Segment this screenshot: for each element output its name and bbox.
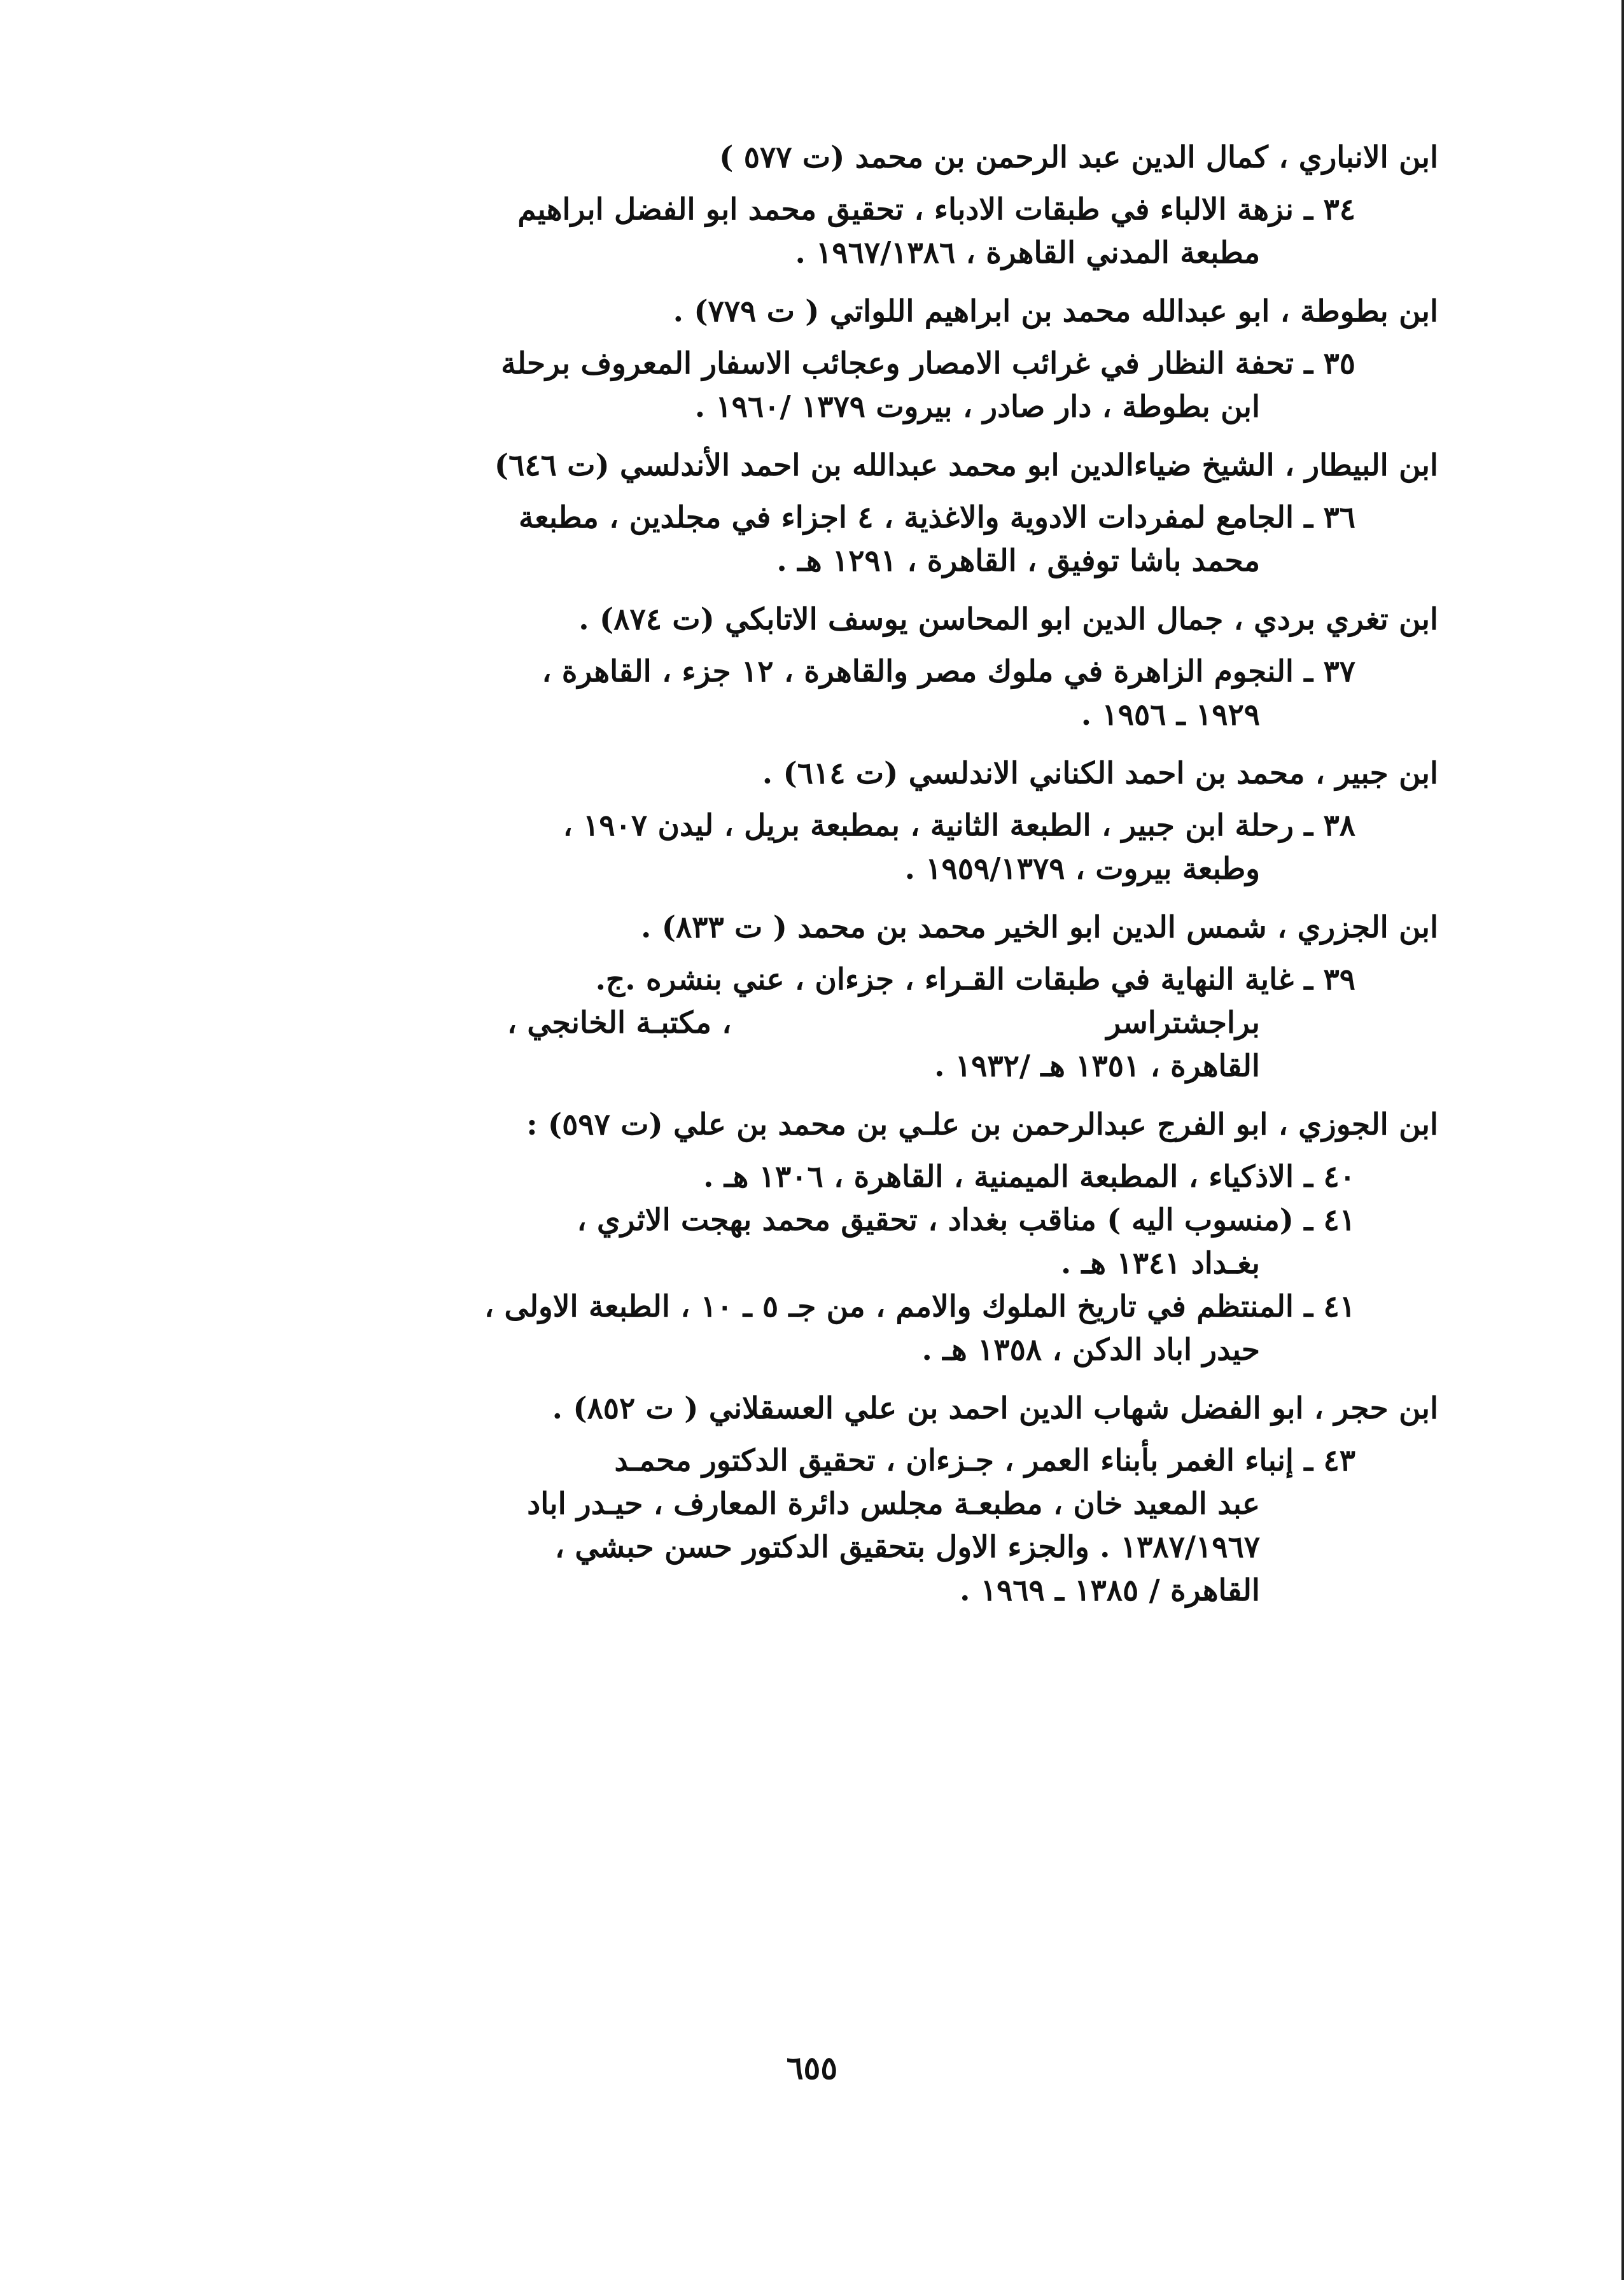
book-line: وطبعة بيروت ، ١٩٥٩/١٣٧٩ . — [904, 851, 1260, 886]
author-heading: ابن تغري بردي ، جمال الدين ابو المحاسن يوسف الاتابكي (ت ٨٧٤) . — [578, 602, 1438, 637]
book-entry — [267, 188, 1438, 275]
book-line: القاهرة / ١٣٨٥ ـ ١٩٦٩ . — [960, 1573, 1260, 1608]
book-line: ٤١ ـ المنتظم في تاريخ الملوك والامم ، من جـ ٥ ـ ١٠ ، الطبعة الاولى ، — [484, 1289, 1355, 1324]
book-line: القاهرة ، ١٣٥١ هـ /١٩٣٢ . — [934, 1049, 1260, 1084]
book-line: ٣٧ ـ النجوم الزاهرة في ملوك مصر والقاهرة ، ١٢ جزء ، القاهرة ، — [542, 654, 1355, 689]
author-entry — [267, 1387, 1438, 1612]
author-heading: ابن بطوطة ، ابو عبدالله محمد بن ابراهيم اللواتي ( ت ٧٧٩) . — [673, 294, 1438, 329]
book-entry — [267, 1285, 1438, 1372]
book-entry — [267, 496, 1438, 583]
book-entry — [267, 1439, 1438, 1612]
author-entry — [267, 444, 1438, 583]
book-line: ابن بطوطة ، دار صادر ، بيروت ١٣٧٩ /١٩٦٠ . — [694, 389, 1260, 424]
book-line: محمد باشا توفيق ، القاهرة ، ١٢٩١ هـ . — [776, 543, 1260, 578]
book-line: حيدر اباد الدكن ، ١٣٥٨ هـ . — [921, 1332, 1260, 1367]
bibliography-list — [267, 121, 1438, 1612]
book-line: براجشتراسر ، مكتبـة الخانجي ، — [507, 1005, 1260, 1040]
book-line: ٤٣ ـ إنباء الغمر بأبناء العمر ، جـزءان ، تحقيق الدكتور محمـد — [614, 1443, 1355, 1478]
book-line: ٣٨ ـ رحلة ابن جبير ، الطبعة الثانية ، بمطبعة بريل ، ليدن ١٩٠٧ ، — [563, 808, 1355, 843]
book-line: ٣٩ ـ غاية النهاية في طبقات القـراء ، جزءان ، عني بنشره .ج. — [595, 962, 1355, 997]
book-line: عبد المعيد خان ، مطبعـة مجلس دائرة المعارف ، حيـدر اباد — [527, 1486, 1260, 1521]
book-entry — [267, 1156, 1438, 1199]
author-heading: ابن جبير ، محمد بن احمد الكناني الاندلسي (ت ٦١٤) . — [762, 756, 1438, 791]
book-line: ٣٥ ـ تحفة النظار في غرائب الامصار وعجائب الاسفار المعروف برحلة — [501, 346, 1355, 381]
author-heading: ابن الجوزي ، ابو الفرج عبدالرحمن بن علـي بن محمد بن علي (ت ٥٩٧) : — [526, 1107, 1438, 1142]
book-entry — [267, 342, 1438, 429]
author-entry — [267, 1103, 1438, 1372]
book-line: بغـداد ١٣٤١ هـ . — [1060, 1246, 1260, 1281]
book-line: مطبعة المدني القاهرة ، ١٩٦٧/١٣٨٦ . — [795, 235, 1260, 270]
author-entry — [267, 598, 1438, 737]
page-number: ٦٥٥ — [786, 2049, 838, 2087]
book-line: ٤١ ـ (منسوب اليه ) مناقب بغداد ، تحقيق محمد بهجت الاثري ، — [577, 1203, 1355, 1238]
author-entry — [267, 906, 1438, 1088]
author-heading: ابن حجر ، ابو الفضل شهاب الدين احمد بن علي العسقلاني ( ت ٨٥٢) . — [552, 1391, 1438, 1426]
author-entry — [267, 752, 1438, 891]
author-entry — [267, 136, 1438, 275]
book-line: ١٣٨٧/١٩٦٧ . والجزء الاول بتحقيق الدكتور حسن حبشي ، — [554, 1530, 1260, 1565]
book-entry — [267, 804, 1438, 891]
book-line: ٣٦ ـ الجامع لمفردات الادوية والاغذية ، ٤ اجزاء في مجلدين ، مطبعة — [519, 500, 1355, 535]
author-entry — [267, 290, 1438, 429]
book-line: ٤٠ ـ الاذكياء ، المطبعة الميمنية ، القاهرة ، ١٣٠٦ هـ . — [703, 1159, 1355, 1194]
book-entry — [267, 1199, 1438, 1285]
book-line: ٣٤ ـ نزهة الالباء في طبقات الادباء ، تحقيق محمد ابو الفضل ابراهيم — [517, 192, 1355, 227]
author-heading: ابن البيطار ، الشيخ ضياءالدين ابو محمد عبدالله بن احمد الأندلسي (ت ٦٤٦) — [494, 448, 1438, 483]
book-entry — [267, 958, 1438, 1088]
author-heading: ابن الانباري ، كمال الدين عبد الرحمن بن محمد (ت ٥٧٧ ) — [719, 140, 1438, 175]
book-line: ١٩٢٩ ـ ١٩٥٦ . — [1081, 697, 1260, 732]
book-entry — [267, 650, 1438, 737]
author-heading: ابن الجزري ، شمس الدين ابو الخير محمد بن محمد ( ت ٨٣٣) . — [641, 910, 1438, 945]
